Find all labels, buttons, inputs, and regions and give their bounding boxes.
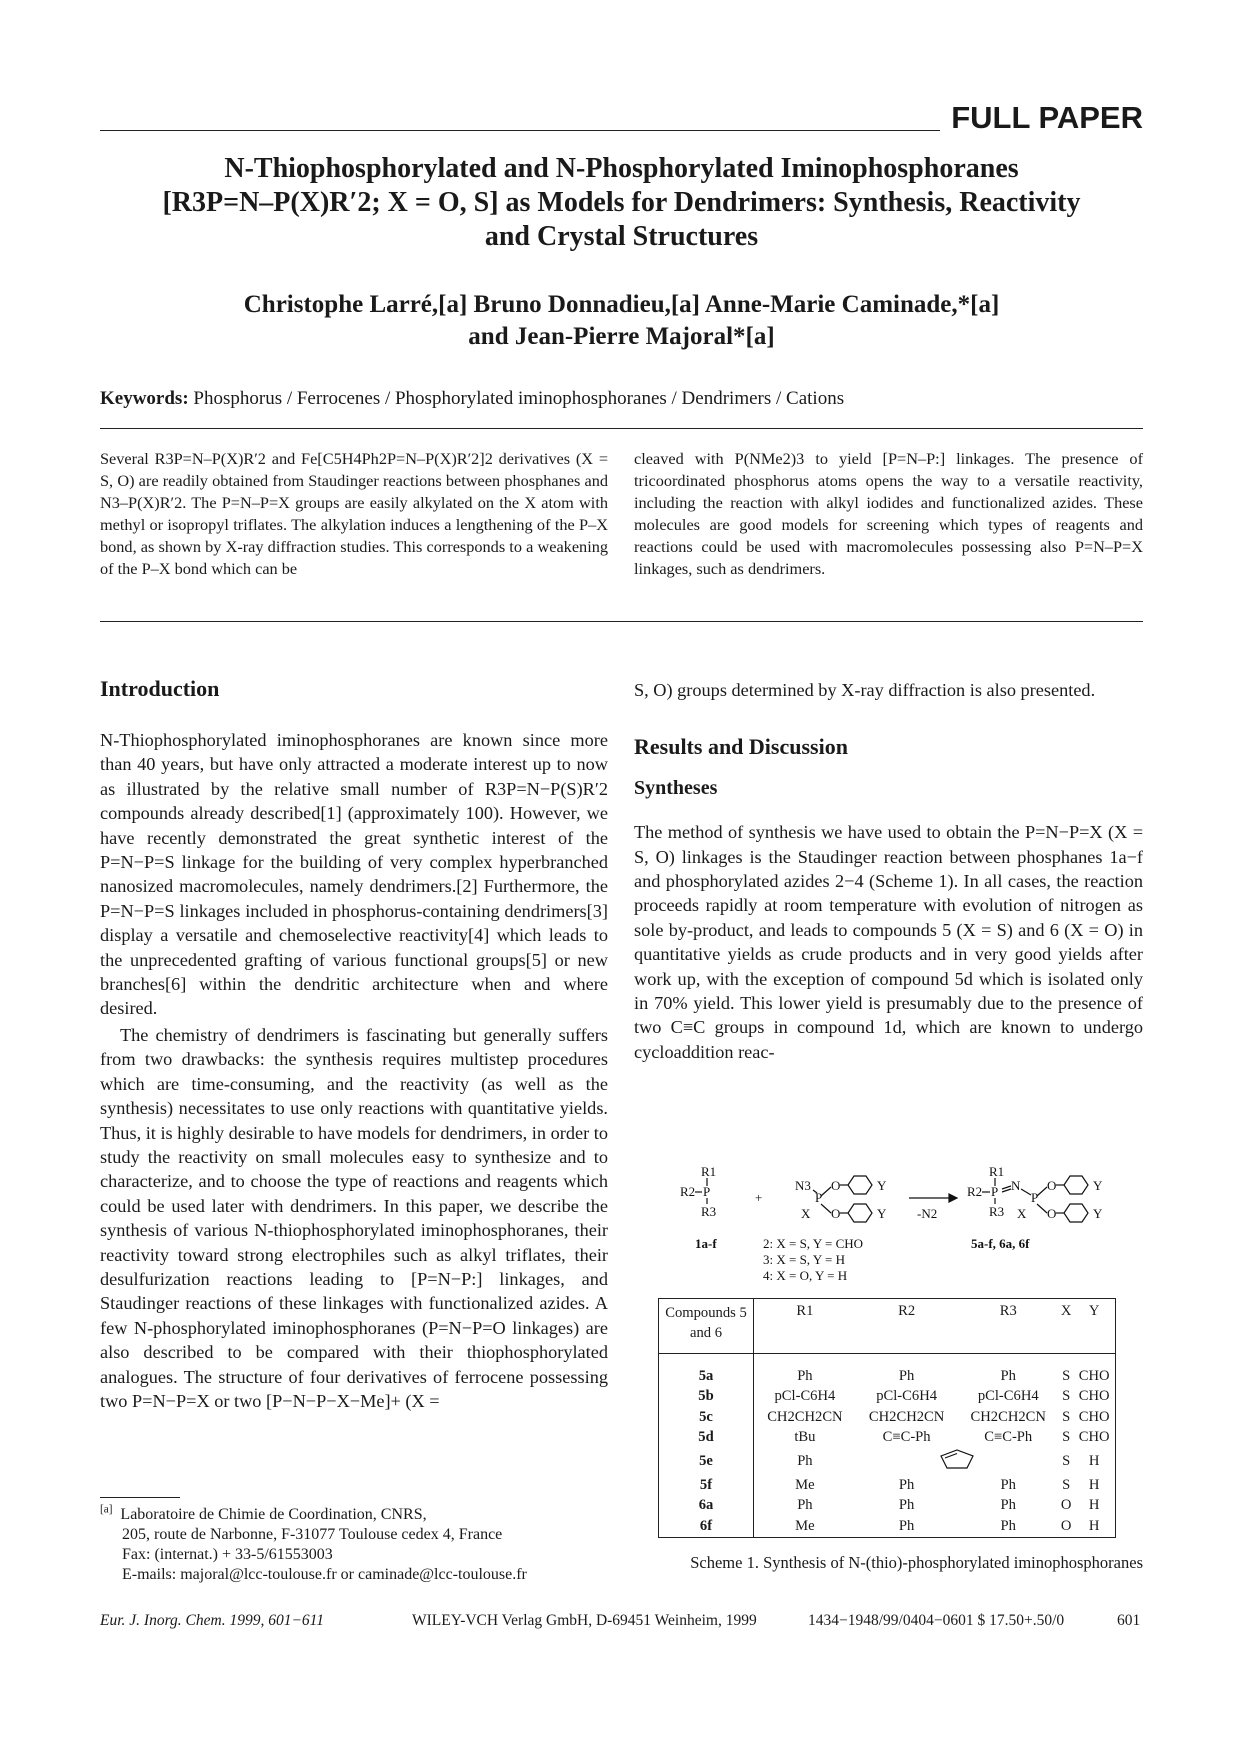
product-o-top: O [1047,1178,1057,1193]
table-row [659,1448,1116,1475]
table-cell: C≡C-Ph [882,1429,931,1446]
table-cell: H [1088,1497,1100,1514]
table-cell: Ph [1000,1367,1016,1384]
table-row [659,1516,1116,1537]
bond [821,1187,831,1196]
footnote-line-4: E-mails: majoral@lcc-toulouse.fr or caminade@lcc-toulouse.fr [122,1566,527,1583]
table-cell: tBu [794,1429,816,1446]
table-cell: CHO [1078,1388,1110,1405]
table-cell: S [1062,1367,1071,1384]
reactant-label: 1a-f [695,1236,717,1251]
footer-journal: Eur. J. Inorg. Chem. 1999, 601−611 [100,1612,325,1629]
table-cell: Ph [1000,1476,1016,1493]
abstract-left: Several R3P=N–P(X)R′2 and Fe[C5H4Ph2P=N–P(X)R′2]2 derivatives (X = S, O) are readily obtained from Staudinger reactions between phosphanes and N3–P(X)R′2. The P=N–P=X groups are easily alkylated on the X atom with methyl or isopropyl triflates. The alkylation induces a lengthening of the P–X bond, as shown by X-ray diffraction studies. This corresponds to a weakening of the P–X bond which can be [100,449,608,578]
authors-line-2: and Jean-Pierre Majoral*[a] [468,323,775,350]
table-cell: H [1088,1476,1100,1493]
table-cell: O [1060,1497,1072,1514]
intro-paragraph-1: N-Thiophosphorylated iminophosphoranes are known since more than 40 years, but have only attracted a moderate interest up to now as illustrated by the relative small number of R3P=N−P(S)R′2 compounds already described[1] (approximately 100). However, we have recently demonstrated the great synthetic interest of the P=N−P=S linkage for the building of very complex hyperbranched nanosized macromolecules, namely dendrimers.[2] Furthermore, the P=N−P=S linkages included in phosphorus-containing dendrimers[3] display a versatile and chemoselective reactivity[4] which leads to the unprecedented grafting of various functional groups[5] or new branches[6] within the dendritic architecture when and where desired. [100,730,608,1019]
table-cell: 5e [659,1448,754,1475]
azide-y-bottom: Y [877,1206,887,1221]
table-cell: Ph [898,1517,915,1534]
table-header-row [659,1299,1116,1354]
product-p: P [991,1184,999,1199]
product-y-top: Y [1093,1178,1103,1193]
table-cell: C≡C-Ph [984,1429,1033,1446]
table-header-cell: X [1059,1299,1073,1354]
table-header-cell: Compounds 5 and 6 [659,1299,754,1354]
footnote-line-3: Fax: (internat.) + 33-5/61553003 [122,1546,333,1563]
table-cell: Ph [797,1497,813,1514]
affiliation-footnote [100,1505,608,1585]
title-line-3: and Crystal Structures [484,221,759,252]
product-p2: P [1031,1190,1039,1205]
table-cell: Ph [1000,1517,1016,1534]
table-cell: Me [795,1517,815,1534]
table-cell: 5f [659,1475,754,1496]
table-cell: Ph [797,1453,813,1469]
table-row [659,1475,1116,1496]
azide-o-top: O [831,1178,841,1193]
table-row [659,1496,1116,1517]
plus-sign: + [755,1190,763,1205]
scheme-1-table [658,1298,1116,1538]
azide-x: X [801,1206,811,1221]
page-number: 601 [1117,1612,1141,1629]
left-column [100,728,608,1413]
footnote-line-1: [a] Laboratoire de Chimie de Coordination, CNRS, [100,1503,427,1523]
intro-continuation: S, O) groups determined by X-ray diffraction is also presented. [634,680,1096,700]
footer-issn: 1434−1948/99/0404−0601 $ 17.50+.50/0 [808,1612,1065,1629]
table-cell: pCl-C6H4 [876,1388,938,1405]
azide-line-4: 4: X = O, Y = H [763,1268,848,1283]
product-o-bottom: O [1047,1206,1057,1221]
table-cell: Me [795,1476,815,1493]
arrow-head [949,1194,957,1202]
table-cell: Ph [898,1476,915,1493]
product-r3: R3 [989,1204,1005,1219]
footer-publisher: WILEY-VCH Verlag GmbH, D-69451 Weinheim, 1999 [412,1612,757,1629]
table-cell: pCl-C6H4 [977,1388,1039,1405]
syntheses-heading: Syntheses [634,776,718,799]
right-column [634,678,1143,1064]
table-cell: S [1062,1453,1071,1469]
reactant-r2: R2 [680,1184,696,1199]
table-cell: Ph [797,1367,813,1384]
article-title [100,152,1143,254]
section-label: FULL PAPER [951,100,1143,135]
table-row [659,1354,1116,1387]
phenyl-ring [848,1204,872,1222]
table-header-cell: Y [1073,1299,1115,1354]
table-cell: CH2CH2CN [767,1408,843,1425]
azide-line-3: 3: X = S, Y = H [763,1252,845,1267]
author-list [100,289,1143,353]
abstract-top-rule [100,428,1143,429]
table-cell: CHO [1078,1408,1110,1425]
azide-o-bottom: O [831,1206,841,1221]
scheme-caption: Scheme 1. Synthesis of N-(thio)-phosphorylated iminophosphoranes [690,1553,1143,1572]
table-row [659,1407,1116,1428]
bond [1002,1186,1011,1189]
phenyl-ring [1064,1204,1088,1222]
table-cell: 5c [659,1407,754,1428]
table-cell: 6f [659,1516,754,1537]
intro-paragraph-2: The chemistry of dendrimers is fascinating but generally suffers from two drawbacks: the synthesis requires multistep procedures which are time-consuming, and the reactivity (as well as the synthesis) necessitates to use only reactions with quantitative yields. Thus, it is highly desirable to have models for dendrimers, in order to study the reactivity on small molecules easy to synthesize and to characterize, and to choose the type of reactions and reagents which could be used later with dendrimers. In this paper, we describe the synthesis of various N-thiophosphorylated iminophosphoranes, their reactivity toward strong electrophiles such as alkyl triflates, their desulfurization reactions leading to [P=N−P:] linkages, and Staudinger reactions of these linkages with functionalized azides. A few N-phosphorylated iminophosphoranes (P=N−P=O linkages) are also described to be compared with their thiophosphorylated analogues. The structure of four derivatives of ferrocene possessing two P=N−P=X or two [P−N−P−X−Me]+ (X = [100,1024,608,1411]
abstract-right: cleaved with P(NMe2)3 to yield [P=N–P:] linkages. The presence of tricoordinated phosphorus atoms opens the way to a versatile reactivity, including the reaction with alkyl iodides and functionalized azides. These molecules are good models for screening which types of reagents and reactions could be used with macromolecules possessing also P=N–P=X linkages, such as dendrimers. [634,449,1143,578]
azide-n3: N3 [795,1178,811,1193]
abstract-bottom-rule [100,621,1143,622]
product-y-bottom: Y [1093,1206,1103,1221]
table-cell: H [1088,1517,1100,1534]
bond [1021,1189,1031,1195]
introduction-heading-block [100,676,608,702]
product-label: 5a-f, 6a, 6f [971,1236,1030,1251]
table-header-cell: R3 [957,1299,1059,1354]
table-header-cell: R1 [754,1299,856,1354]
phenyl-ring [848,1176,872,1194]
table-cell: 6a [659,1496,754,1517]
table-cell: CHO [1078,1367,1110,1384]
bond [1037,1204,1047,1213]
reactant-r1: R1 [701,1164,717,1179]
keywords-label: Keywords: [100,388,189,409]
product-r1: R1 [989,1164,1005,1179]
reactant-p: P [703,1184,711,1199]
footnote-mark: [a] [100,1503,113,1516]
introduction-heading: Introduction [100,676,220,701]
title-line-2: [R3P=N–P(X)R′2; X = O, S] as Models for Dendrimers: Synthesis, Reactivity [162,187,1081,218]
reactant-r3: R3 [701,1204,717,1219]
table-cell: CH2CH2CN [970,1408,1046,1425]
table-row [659,1428,1116,1449]
azide-y-top: Y [877,1178,887,1193]
table-cell: 5b [659,1387,754,1408]
phenyl-ring [1064,1176,1088,1194]
table-cell: H [1088,1453,1100,1469]
title-line-1: N-Thiophosphorylated and N-Phosphorylated Iminophosphoranes [224,153,1019,184]
scheme-1-reaction [645,1160,1145,1285]
bond [821,1204,831,1213]
bond [1002,1189,1011,1192]
product-n: N [1011,1178,1021,1193]
keywords-list: Phosphorus / Ferrocenes / Phosphorylated iminophosphoranes / Dendrimers / Cations [193,388,845,409]
table-cell: CHO [1078,1429,1110,1446]
table-cell: Ph [1000,1497,1016,1514]
bond [1037,1187,1047,1196]
table-cell: Ph [898,1497,915,1514]
footnote-rule [100,1497,180,1498]
syntheses-paragraph: The method of synthesis we have used to obtain the P=N−P=X (X = S, O) linkages is the Staudinger reaction between phosphanes 1a−f and phosphorylated azides 2−4 (Scheme 1). In all cases, the reaction proceeds rapidly at room temperature with evolution of nitrogen as sole by-product, and leads to compounds 5 (X = S) and 6 (X = O) in quantitative yields as crude products and in very good yields after work up, with the exception of compound 5d which is isolated only in 70% yield. This lower yield is presumably due to the presence of two C≡C groups in compound 1d, which are known to undergo cycloaddition reac- [634,822,1143,1062]
results-heading: Results and Discussion [634,734,848,760]
authors-line-1: Christophe Larré,[a] Bruno Donnadieu,[a] Anne-Marie Caminade,*[a] [243,291,1000,318]
azide-line-2: 2: X = S, Y = CHO [763,1236,864,1251]
keywords [100,388,1143,410]
table-cell: S [1062,1429,1071,1446]
header-rule [100,130,940,131]
table-cell: CH2CH2CN [868,1408,945,1425]
cyclopentenyl-ring-icon [935,1448,979,1470]
table-cell: 5d [659,1428,754,1449]
table-cell: Ph [898,1367,915,1384]
table-cell: S [1062,1388,1071,1405]
table-cell: 5a [659,1354,754,1387]
table-row [659,1387,1116,1408]
product-x: X [1017,1206,1027,1221]
arrow-label: -N2 [917,1206,938,1221]
table-cell: pCl-C6H4 [774,1388,836,1405]
table-cell: S [1062,1408,1071,1425]
azide-p: P [815,1190,823,1205]
footnote-line-2: 205, route de Narbonne, F-31077 Toulouse cedex 4, France [122,1526,503,1543]
table-cell: O [1060,1517,1072,1534]
cyclic-substituent-cell [856,1448,1059,1475]
product-r2: R2 [967,1184,983,1199]
table-header-cell: R2 [856,1299,958,1354]
table-cell: S [1062,1476,1071,1493]
